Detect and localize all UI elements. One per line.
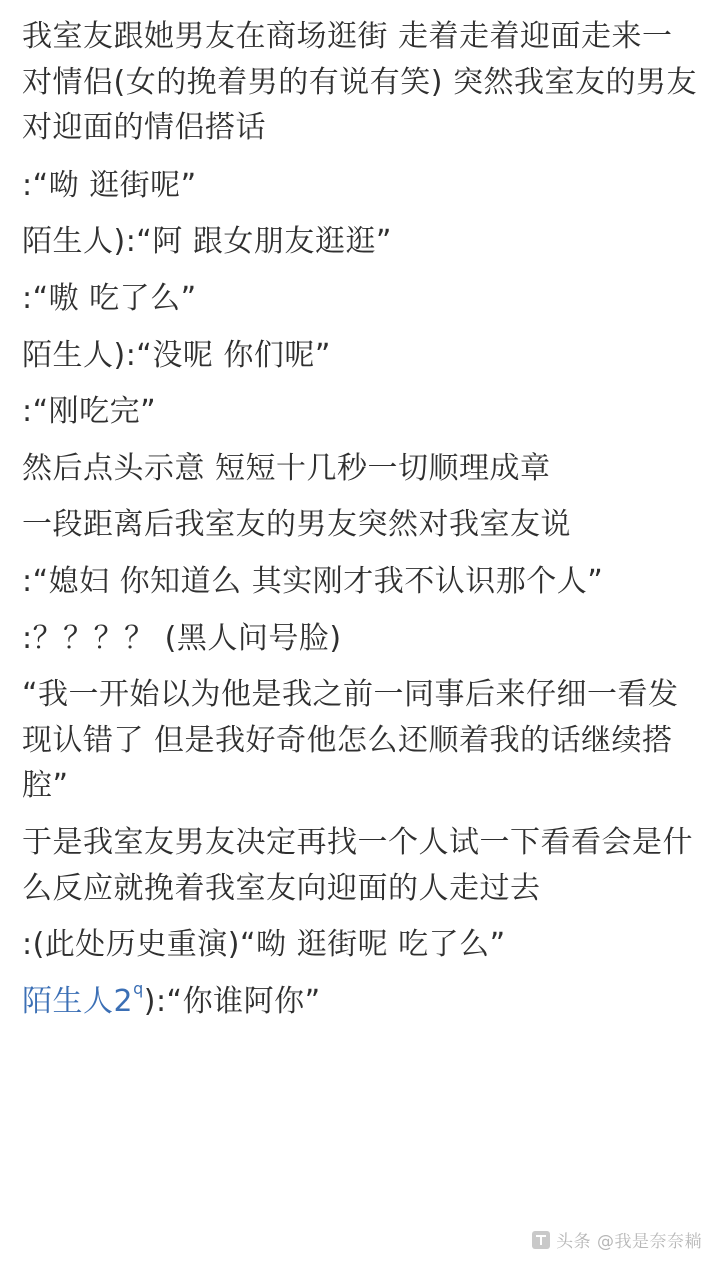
paragraph-8: 一段距离后我室友的男友突然对我室友说 xyxy=(22,507,571,543)
paragraph-14 xyxy=(22,979,698,1025)
watermark-text: 头条 @我是奈奈耥 xyxy=(556,1232,702,1252)
paragraph-7: 然后点头示意 短短十几秒一切顺理成章 xyxy=(22,450,551,486)
paragraph-12: 于是我室友男友决定再找一个人试一下看看会是什么反应就挽着我室友向迎面的人走过去 xyxy=(22,824,693,906)
stranger-label: 陌生人2 xyxy=(22,983,134,1019)
paragraph-4: :“嗷 吃了么” xyxy=(22,280,197,316)
paragraph-13: :(此处历史重演)“呦 逛街呢 吃了么” xyxy=(22,927,506,963)
paragraph-14-rest: ):“你谁阿你” xyxy=(143,983,321,1019)
watermark xyxy=(532,1227,702,1252)
paragraph-11: “我一开始以为他是我之前一同事后来仔细一看发现认错了 但是我好奇他怎么还顺着我的话继续搭腔” xyxy=(22,677,679,804)
paragraph-1: 我室友跟她男友在商场逛街 走着走着迎面走来一对情侣(女的挽着男的有说有笑) 突然我室友的男友对迎面的情侣搭话 xyxy=(22,19,697,146)
superscript-mark: q xyxy=(133,978,144,998)
paragraph-5: 陌生人):“没呢 你们呢” xyxy=(22,337,331,373)
paragraph-3: 陌生人):“阿 跟女朋友逛逛” xyxy=(22,224,392,260)
paragraph-6: :“刚吃完” xyxy=(22,394,157,430)
toutiao-logo-icon xyxy=(532,1231,550,1249)
paragraph-9: :“媳妇 你知道么 其实刚才我不认识那个人” xyxy=(22,563,604,599)
paragraph-10: :？？？？ (黑人问号脸) xyxy=(22,620,342,656)
paragraph-2: :“呦 逛街呢” xyxy=(22,167,197,203)
